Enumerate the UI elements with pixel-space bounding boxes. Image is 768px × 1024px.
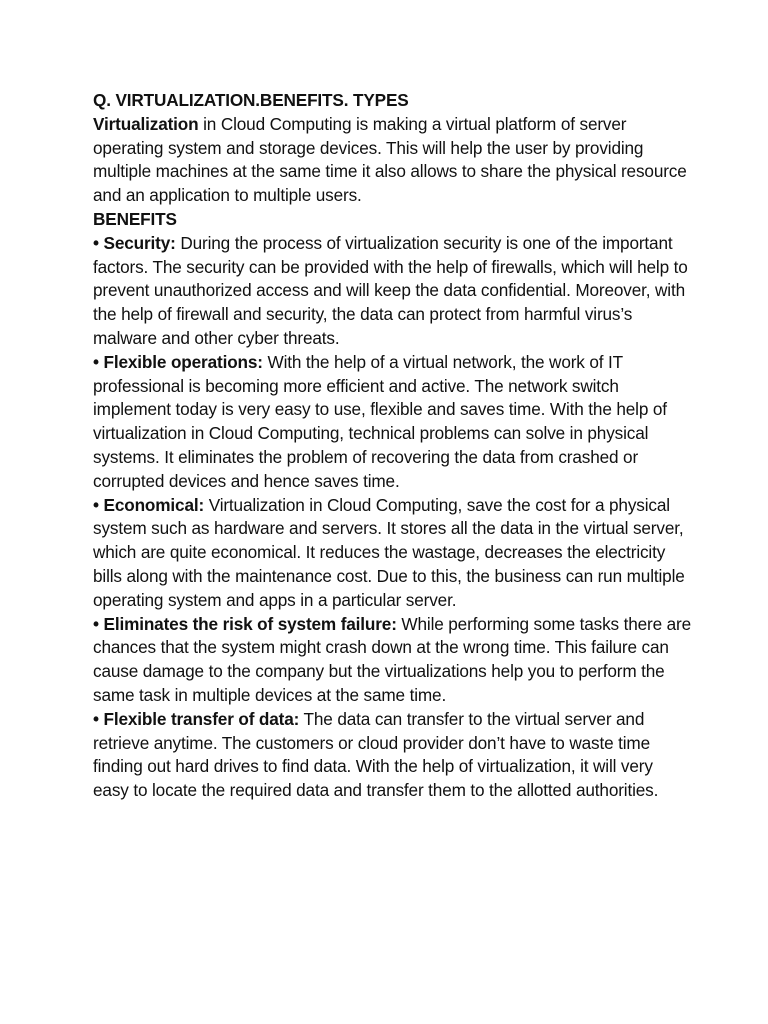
bullet-icon: • — [93, 351, 99, 372]
benefit-term: Security: — [103, 232, 176, 253]
benefit-term: Flexible operations: — [103, 351, 263, 372]
benefit-text: While performing some tasks there are chances that the system might crash down at the wrong time. This failure can cause damage to the company but the virtualizations help you to perform the same task in multiple devices at the same time. — [93, 613, 692, 705]
benefit-item-flexible-operations — [93, 351, 693, 494]
benefit-text: With the help of a virtual network, the work of IT professional is becoming more efficient and active. The network switch implement today is very easy to use, flexible and saves time. With the help of virtualization in Cloud Computing, technical problems can solve in physical systems. It eliminates the problem of recovering the data from crashed or corrupted devices and hence saves time. — [93, 351, 667, 491]
benefit-item-economical — [93, 494, 693, 613]
benefit-term: Eliminates the risk of system failure: — [103, 613, 397, 634]
benefit-item-system-failure — [93, 613, 693, 708]
benefit-text: Virtualization in Cloud Computing, save the cost for a physical system such as hardware and servers. It stores all the data in the virtual server, which are quite economical. It reduces the wastage, decreases the electricity bills along with the maintenance cost. Due to this, the business can run multiple operating system and apps in a particular server. — [93, 494, 685, 610]
benefit-term: Economical: — [103, 494, 205, 515]
benefit-item-security — [93, 232, 693, 351]
benefit-term: Flexible transfer of data: — [103, 708, 300, 729]
bullet-icon: • — [93, 232, 99, 253]
benefit-text: During the process of virtualization security is one of the important factors. The security can be provided with the help of firewalls, which will help to prevent unauthorized access and will keep the data confidential. Moreover, with the help of firewall and security, the data can protect from harmful virus’s malware and other cyber threats. — [93, 232, 688, 348]
benefits-heading: BENEFITS — [93, 208, 177, 229]
benefit-text: The data can transfer to the virtual server and retrieve anytime. The customers or cloud provider don’t have to waste time finding out hard drives to find data. With the help of virtualization, it will very easy to locate the required data and transfer them to the allotted authorities. — [93, 708, 659, 801]
bullet-icon: • — [93, 494, 99, 515]
bullet-icon: • — [93, 613, 99, 634]
bullet-icon: • — [93, 708, 99, 729]
document-title: Q. VIRTUALIZATION.BENEFITS. TYPES — [93, 90, 409, 110]
document-page — [93, 89, 693, 803]
benefit-item-data-transfer — [93, 708, 693, 803]
intro-text: in Cloud Computing is making a virtual platform of server operating system and storage devices. This will help the user by providing multiple machines at the same time it also allows to share the physical resource and an application to multiple users. — [93, 113, 687, 206]
intro-paragraph — [93, 113, 693, 208]
intro-term: Virtualization — [93, 113, 199, 134]
